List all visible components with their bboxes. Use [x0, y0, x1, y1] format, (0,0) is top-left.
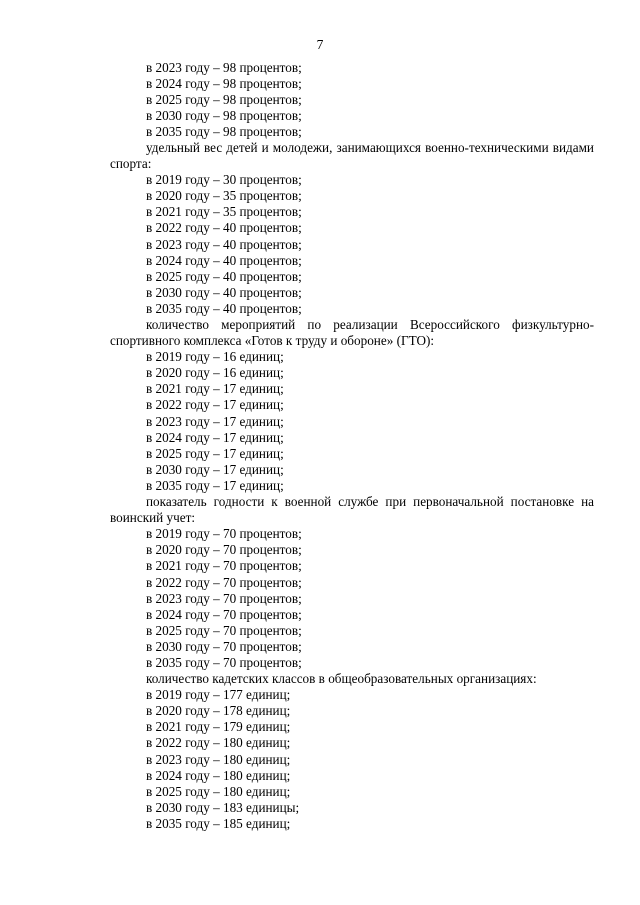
indicator-value-line: в 2022 году – 180 единиц; [146, 735, 291, 751]
indicator-value-line: в 2023 году – 40 процентов; [146, 236, 302, 252]
indicator-values-list [110, 526, 594, 671]
indicator-value-line: в 2025 году – 70 процентов; [146, 622, 302, 638]
indicator-value-line: в 2021 году – 17 единиц; [146, 381, 284, 397]
indicator-value-line: в 2021 году – 70 процентов; [146, 558, 302, 574]
indicator-value-line: в 2019 году – 177 единиц; [146, 687, 291, 703]
indicator-values-list [110, 60, 594, 140]
indicator-values-list [110, 349, 594, 494]
indicator-value-line: в 2030 году – 70 процентов; [146, 638, 302, 654]
indicator-value-line: в 2024 году – 17 единиц; [146, 429, 284, 445]
indicator-value-line: в 2024 году – 180 единиц; [146, 767, 291, 783]
indicator-value-line: в 2024 году – 70 процентов; [146, 606, 302, 622]
indicator-value-line: в 2019 году – 16 единиц; [146, 349, 284, 365]
indicator-value-line: в 2025 году – 40 процентов; [146, 268, 302, 284]
indicator-value-line: в 2019 году – 30 процентов; [146, 172, 302, 188]
indicator-value-line: в 2020 году – 178 единиц; [146, 703, 291, 719]
indicator-value-line: в 2035 году – 40 процентов; [146, 300, 302, 316]
indicator-value-line: в 2030 году – 183 единицы; [146, 799, 300, 815]
indicator-value-line: в 2022 году – 40 процентов; [146, 220, 302, 236]
indicator-value-line: в 2023 году – 98 процентов; [146, 59, 302, 75]
indicator-value-line: в 2020 году – 70 процентов; [146, 542, 302, 558]
indicator-value-line: в 2021 году – 179 единиц; [146, 719, 291, 735]
indicator-value-line: в 2025 году – 98 процентов; [146, 91, 302, 107]
indicator-value-line: в 2035 году – 98 процентов; [146, 123, 302, 139]
indicator-value-line: в 2024 году – 40 процентов; [146, 252, 302, 268]
indicator-heading: количество кадетских классов в общеобразовательных организациях: [146, 671, 537, 687]
indicator-value-line: в 2035 году – 185 единиц; [146, 815, 291, 831]
indicator-values-list [110, 687, 594, 832]
indicator-heading: удельный вес детей и молодежи, занимающихся военно-техническими видами спорта: [110, 139, 594, 172]
indicator-value-line: в 2021 году – 35 процентов; [146, 204, 302, 220]
indicator-values-list [110, 172, 594, 317]
document-body [110, 60, 594, 833]
indicator-value-line: в 2022 году – 17 единиц; [146, 397, 284, 413]
indicator-value-line: в 2025 году – 180 единиц; [146, 783, 291, 799]
indicator-value-line: в 2023 году – 180 единиц; [146, 751, 291, 767]
indicator-value-line: в 2023 году – 70 процентов; [146, 590, 302, 606]
indicator-heading: количество мероприятий по реализации Всероссийского физкультурно-спортивного комплекса «Готов к труду и обороне» (ГТО): [110, 317, 594, 349]
indicator-value-line: в 2030 году – 40 процентов; [146, 284, 302, 300]
indicator-value-line: в 2025 году – 17 единиц; [146, 445, 284, 461]
indicator-heading: показатель годности к военной службе при первоначальной постановке на воинский учет: [110, 494, 594, 526]
indicator-value-line: в 2023 году – 17 единиц; [146, 413, 284, 429]
indicator-value-line: в 2020 году – 16 единиц; [146, 365, 284, 381]
indicator-value-line: в 2019 году – 70 процентов; [146, 526, 302, 542]
indicator-value-line: в 2030 году – 98 процентов; [146, 107, 302, 123]
indicator-value-line: в 2024 году – 98 процентов; [146, 75, 302, 91]
indicator-value-line: в 2020 году – 35 процентов; [146, 188, 302, 204]
indicator-value-line: в 2022 году – 70 процентов; [146, 574, 302, 590]
page-number: 7 [316, 37, 324, 52]
indicator-value-line: в 2035 году – 70 процентов; [146, 654, 302, 670]
indicator-value-line: в 2030 году – 17 единиц; [146, 461, 284, 477]
indicator-value-line: в 2035 году – 17 единиц; [146, 477, 284, 493]
